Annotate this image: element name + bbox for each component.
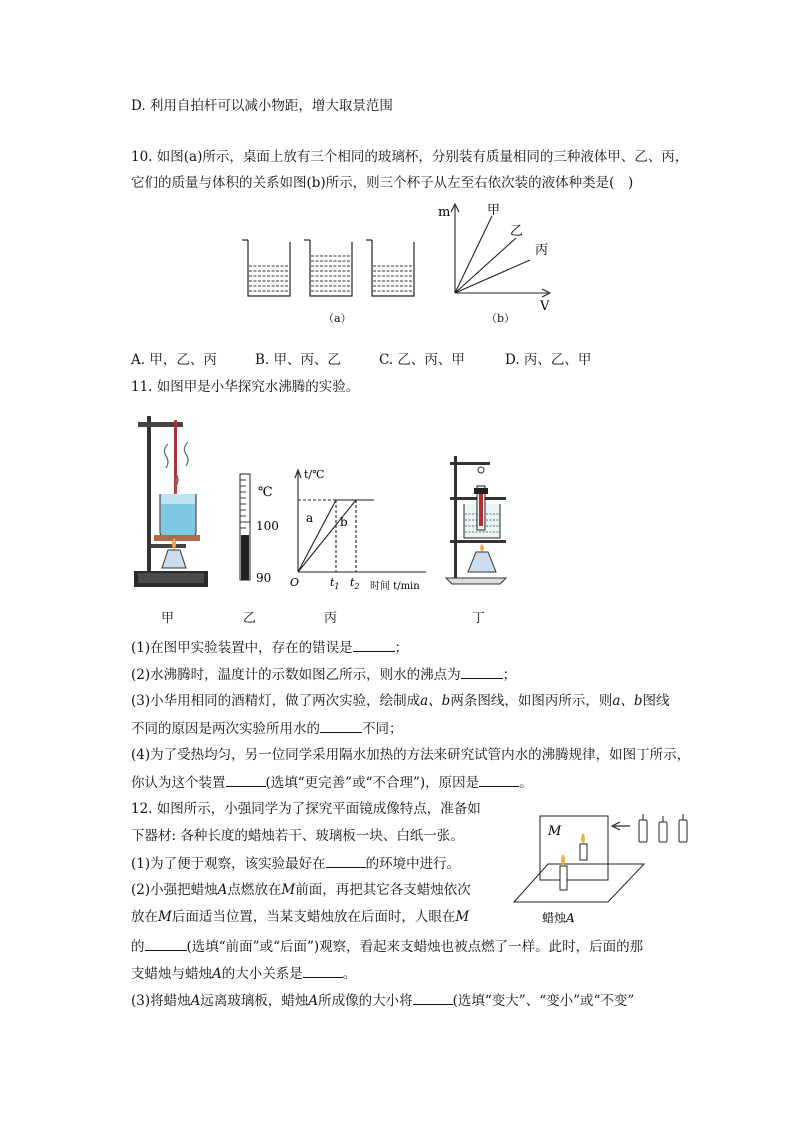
q12-part3: (3)将蜡烛A远离玻璃板，蜡烛A所成像的大小将 (选填“变大”、“变小”或“不变” bbox=[131, 990, 634, 1011]
q10-option-b: B. 甲、丙、乙 bbox=[255, 352, 342, 368]
q12-part1: (1)为了便于观察，该实验最好在 的环境中进行。 bbox=[131, 853, 460, 874]
q11-stem: 11. 如图甲是小华探究水沸腾的实验。 bbox=[131, 379, 360, 395]
q11-part2: (2)水沸腾时，温度计的示数如图乙所示，则水的沸点为 ； bbox=[131, 664, 516, 685]
mirror-label: M bbox=[548, 824, 562, 839]
thermo-90: 90 bbox=[256, 571, 272, 585]
answer-blank[interactable] bbox=[461, 664, 503, 679]
q9-option-d: D. 利用自拍杆可以减小物距，增大取景范围 bbox=[131, 98, 393, 114]
q11-part1: (1)在图甲实验装置中，存在的错误是 ； bbox=[131, 637, 408, 658]
answer-blank[interactable] bbox=[226, 772, 266, 787]
axis-v-label: V bbox=[540, 299, 550, 313]
q10-option-d: D. 丙、乙、甲 bbox=[505, 352, 592, 368]
graph-t1-sub: 1 bbox=[334, 582, 340, 591]
thermo-unit: ℃ bbox=[258, 485, 273, 500]
q10-stem-line1: 10. 如图(a)所示，桌面上放有三个相同的玻璃杯，分别装有质量相同的三种液体甲、乙、丙， bbox=[131, 149, 689, 165]
q10-figure-b-graph bbox=[430, 198, 560, 313]
fig-label-jia: 甲 bbox=[161, 611, 175, 626]
q10-stem-line2: 它们的质量与体积的关系如图(b)所示，则三个杯子从左至右依次装的液体种类是( ) bbox=[131, 175, 634, 191]
line-yi bbox=[455, 238, 516, 293]
q11-figure-jia-apparatus bbox=[130, 408, 215, 593]
fig-label-ding: 丁 bbox=[472, 611, 486, 626]
q11-part3-line1: (3)小华用相同的酒精灯，做了两次实验，绘制成a、b两条图线，如图丙所示，则a、b图线 bbox=[131, 693, 670, 709]
answer-blank[interactable] bbox=[145, 936, 187, 951]
label-yi: 乙 bbox=[510, 224, 524, 239]
answer-blank[interactable] bbox=[413, 990, 453, 1005]
axis-m-label: m bbox=[438, 205, 451, 220]
q11-figure-ding-apparatus bbox=[440, 452, 520, 587]
answer-blank[interactable] bbox=[326, 853, 366, 868]
svg-text:t1 bbox=[330, 576, 340, 591]
line-bing bbox=[455, 260, 530, 293]
graph-t1: t bbox=[330, 576, 335, 589]
q12-stem-line2: 下器材: 各种长度的蜡烛若干、玻璃板一块、白纸一张。 bbox=[131, 828, 464, 844]
q10-option-a: A. 甲，乙、丙 bbox=[131, 352, 217, 368]
q10-figure-a-beakers bbox=[240, 236, 420, 300]
graph-x-axis: 时间 t/min bbox=[370, 581, 420, 592]
answer-blank[interactable] bbox=[320, 718, 362, 733]
q12-part2-line2: 放在M后面适当位置，当某支蜡烛放在后面时，人眼在M bbox=[131, 909, 470, 925]
answer-blank[interactable] bbox=[303, 963, 343, 978]
candle-A: A bbox=[566, 911, 575, 925]
q12-part2-line1: (2)小强把蜡烛A点燃放在M前面，再把其它各支蜡烛依次 bbox=[131, 882, 471, 898]
q11-part4-line2: 你认为这个装置 (选填“更完善”或“不合理”)，原因是 。 bbox=[131, 772, 533, 793]
line-jia bbox=[455, 216, 492, 293]
q10-fig-a-caption: （a） bbox=[323, 312, 352, 325]
candle-label: 蜡烛 bbox=[542, 911, 567, 925]
fig-label-yi: 乙 bbox=[243, 611, 257, 626]
q11-part3-line2: 不同的原因是两次实验所用水的 不同； bbox=[131, 718, 403, 739]
q12-stem-line1: 12. 如图所示，小强同学为了探究平面镜成像特点，准备如 bbox=[131, 801, 481, 817]
fig-label-bing: 丙 bbox=[324, 611, 338, 626]
svg-text:蜡烛A bbox=[542, 910, 575, 925]
graph-a: a bbox=[306, 511, 314, 525]
graph-t2-sub: 2 bbox=[354, 582, 360, 591]
graph-b: b bbox=[340, 515, 348, 529]
graph-origin: O bbox=[290, 576, 300, 589]
q10-option-c: C. 乙、丙、甲 bbox=[379, 352, 465, 368]
q12-part2-line3: 的 (选填“前面”或“后面”)观察，看起来支蜡烛也被点燃了一样。此时，后面的那 bbox=[131, 936, 643, 957]
graph-t2: t bbox=[350, 576, 355, 589]
q12-figure-mirror-setup bbox=[508, 808, 698, 930]
answer-blank[interactable] bbox=[479, 772, 519, 787]
q10-fig-b-caption: （b） bbox=[486, 312, 516, 325]
answer-blank[interactable] bbox=[353, 637, 395, 652]
q11-part4-line1: (4)为了受热均匀，另一位同学采用隔水加热的方法来研究试管内水的沸腾规律，如图丁所示， bbox=[131, 747, 691, 763]
q10-options bbox=[131, 350, 591, 370]
label-jia: 甲 bbox=[487, 203, 501, 218]
q12-part2-line4: 支蜡烛与蜡烛A的大小关系是 。 bbox=[131, 963, 356, 984]
graph-y-axis: t/℃ bbox=[304, 468, 325, 481]
thermo-100: 100 bbox=[256, 519, 279, 533]
svg-text:t2 bbox=[350, 576, 360, 591]
q11-figure-yi-thermometer bbox=[228, 470, 288, 585]
label-bing: 丙 bbox=[535, 243, 549, 258]
q11-figure-bing-graph bbox=[286, 462, 436, 594]
